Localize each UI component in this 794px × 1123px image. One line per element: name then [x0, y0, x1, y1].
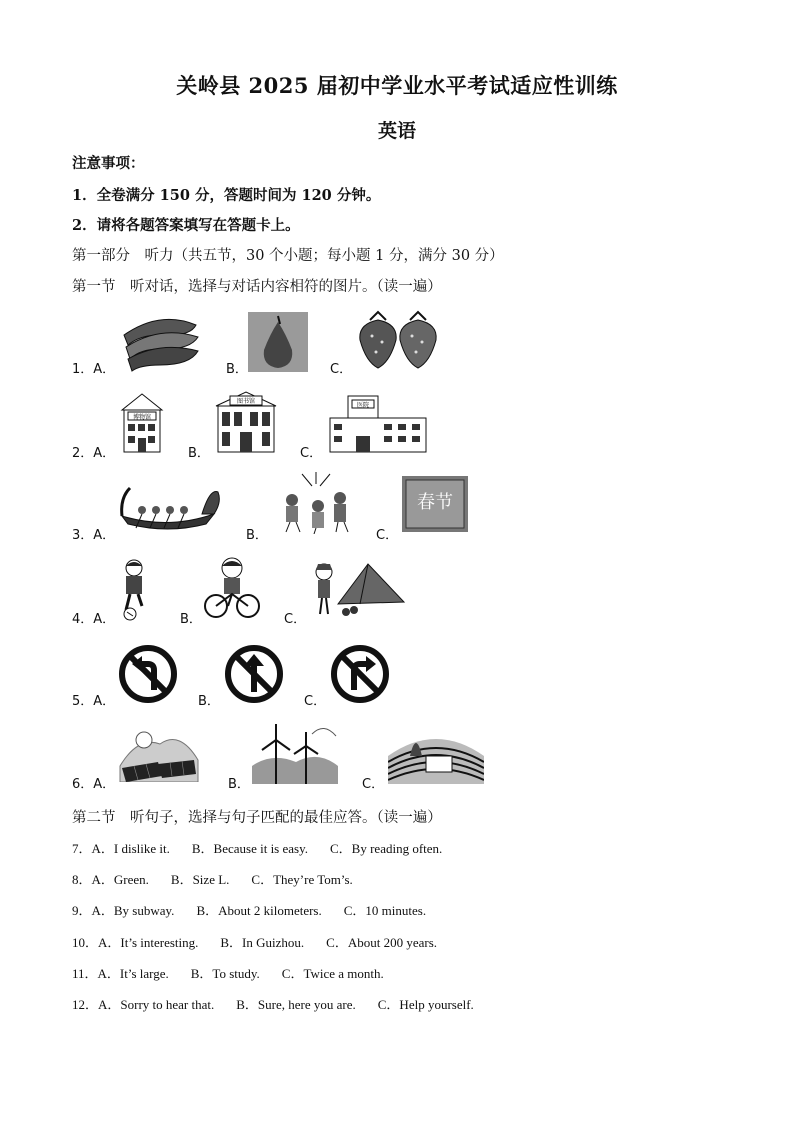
option-a: 8．A．Green.	[72, 872, 149, 887]
library-sign: 图书馆	[236, 398, 256, 405]
question-9	[72, 900, 448, 919]
option-b: B．Because it is easy.	[191, 841, 308, 856]
no-right-turn-sign	[330, 644, 390, 704]
q3-label-b: B．	[246, 528, 268, 543]
dragon-boat-image	[118, 478, 224, 532]
option-b: B．Size L.	[170, 872, 230, 887]
q6-label-c: C．	[362, 777, 385, 792]
question-11	[72, 963, 406, 982]
option-b: B．In Guizhou.	[220, 935, 305, 950]
q5-label-a: 5．A．	[72, 694, 116, 709]
part1-heading: 第一部分 听力（共五节，30 个小题；每小题 1 分，满分 30 分）	[72, 248, 504, 264]
option-b: B．Sure, here you are.	[236, 997, 356, 1012]
question-12	[72, 994, 496, 1013]
q2-label-c: C．	[300, 446, 323, 461]
q4-label-b: B．	[180, 612, 202, 627]
option-b: B．About 2 kilometers.	[196, 903, 322, 918]
boy-bicycle-image	[204, 556, 260, 620]
note-item-2: 2．请将各题答案填写在答题卡上。	[72, 217, 300, 234]
q4-label-a: 4．A．	[72, 612, 116, 627]
option-c: C．Twice a month.	[281, 966, 384, 981]
option-c: C．Help yourself.	[377, 997, 474, 1012]
museum-sign: 博物馆	[132, 414, 152, 421]
q6-label-a: 6．A．	[72, 777, 116, 792]
museum-building-image	[120, 392, 164, 454]
solar-panel-image	[118, 726, 200, 782]
q1-label-b: B．	[226, 362, 248, 377]
option-b: B．To study.	[190, 966, 260, 981]
spring-festival-text: 春节	[417, 492, 453, 513]
q2-label-a: 2．A．	[72, 446, 116, 461]
section1-heading: 第一节 听对话，选择与对话内容相符的图片。（读一遍）	[72, 279, 442, 295]
hospital-building-image	[328, 392, 428, 454]
bananas-image	[120, 305, 200, 375]
question-10	[72, 932, 459, 951]
option-a: 12．A．Sorry to hear that.	[72, 997, 215, 1012]
exam-subject: 英语	[377, 120, 416, 142]
q1-label-a: 1．A．	[72, 362, 116, 377]
option-a: 9．A．By subway.	[72, 903, 175, 918]
option-c: C．By reading often.	[330, 841, 443, 856]
exam-title: 关岭县 2025 届初中学业水平考试适应性训练	[176, 73, 618, 98]
question-8	[72, 869, 375, 888]
notes-heading: 注意事项：	[72, 155, 145, 172]
q3-label-a: 3．A．	[72, 528, 116, 543]
no-straight-sign	[224, 644, 284, 704]
q4-label-c: C．	[284, 612, 307, 627]
q5-label-c: C．	[304, 694, 327, 709]
option-a: 10．A．It’s interesting.	[72, 935, 199, 950]
option-c: C．10 minutes.	[343, 903, 427, 918]
note-item-1: 1．全卷满分 150 分，答题时间为 120 分钟。	[72, 187, 381, 204]
q3-label-c: C．	[376, 528, 399, 543]
q5-label-b: B．	[198, 694, 220, 709]
pear-image	[248, 312, 308, 372]
option-c: C．About 200 years.	[326, 935, 438, 950]
boy-football-image	[116, 558, 154, 622]
strawberries-image	[356, 310, 442, 370]
library-building-image	[214, 390, 278, 454]
wind-turbine-image	[252, 722, 338, 784]
hospital-sign: 医院	[356, 402, 370, 409]
option-a: 11．A．It’s large.	[72, 966, 169, 981]
q6-label-b: B．	[228, 777, 250, 792]
q1-label-c: C．	[330, 362, 353, 377]
q2-label-b: B．	[188, 446, 210, 461]
boy-camping-image	[310, 560, 406, 620]
no-left-turn-sign	[118, 644, 178, 704]
spring-festival-image	[402, 476, 468, 532]
section2-heading: 第二节 听句子，选择与句子匹配的最佳应答。（读一遍）	[72, 810, 442, 826]
terraced-field-image	[388, 726, 484, 784]
option-a: 7．A．I dislike it.	[72, 841, 170, 856]
question-7	[72, 838, 464, 857]
lantern-festival-image	[272, 470, 356, 534]
option-c: C．They’re Tom’s.	[251, 872, 353, 887]
